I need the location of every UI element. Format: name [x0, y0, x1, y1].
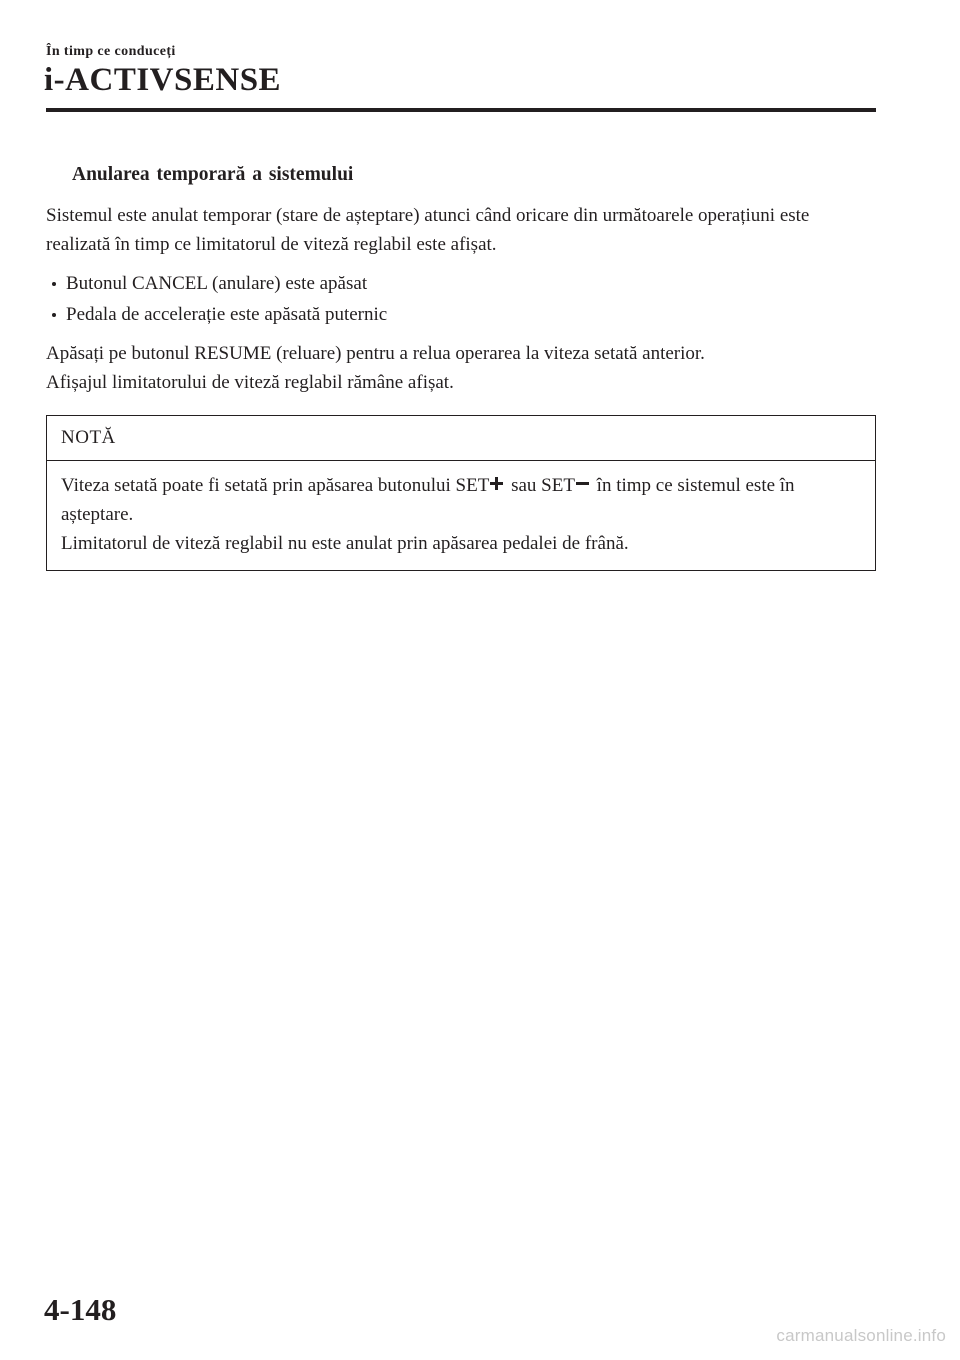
- resume-text-line1: Apăsați pe butonul RESUME (reluare) pentru a relua operarea la viteza setată anterior.: [46, 343, 705, 364]
- list-item: [46, 300, 876, 329]
- resume-paragraph: [46, 339, 876, 397]
- watermark: carmanualsonline.info: [776, 1326, 946, 1345]
- main-content: [46, 160, 876, 571]
- note-text-part2: sau SET: [506, 475, 575, 496]
- subheading: Anularea temporară a sistemului: [72, 164, 354, 185]
- header-divider: [46, 108, 876, 112]
- minus-icon: [576, 477, 589, 490]
- chapter-title: În timp ce conduceți: [46, 44, 176, 59]
- bullet-icon: [52, 313, 56, 317]
- list-item-text: Butonul CANCEL (anulare) este apăsat: [66, 273, 368, 294]
- note-title: NOTĂ: [47, 416, 875, 461]
- note-line-1: [61, 471, 861, 529]
- bullet-icon: [52, 282, 56, 286]
- resume-text-line2: Afișajul limitatorului de viteză reglabil rămâne afișat.: [46, 372, 454, 393]
- page-number: 4-148: [44, 1292, 117, 1327]
- intro-paragraph: Sistemul este anulat temporar (stare de așteptare) atunci când oricare din următoarele operațiuni este realizată în timp ce limitatorul de viteză reglabil este afișat.: [46, 205, 810, 255]
- note-text-part3: în timp ce sistemul este în așteptare.: [61, 475, 795, 525]
- plus-icon: [490, 477, 503, 490]
- section-title: i-ACTIVSENSE: [44, 62, 282, 98]
- note-body: [47, 461, 875, 570]
- list-item-text: Pedala de accelerație este apăsată puternic: [66, 304, 388, 325]
- note-line-2: Limitatorul de viteză reglabil nu este anulat prin apăsarea pedalei de frână.: [61, 533, 629, 554]
- note-box: [46, 415, 876, 571]
- note-text-part1: Viteza setată poate fi setată prin apăsarea butonului SET: [61, 475, 490, 496]
- list-item: [46, 269, 876, 298]
- condition-list: [46, 269, 876, 329]
